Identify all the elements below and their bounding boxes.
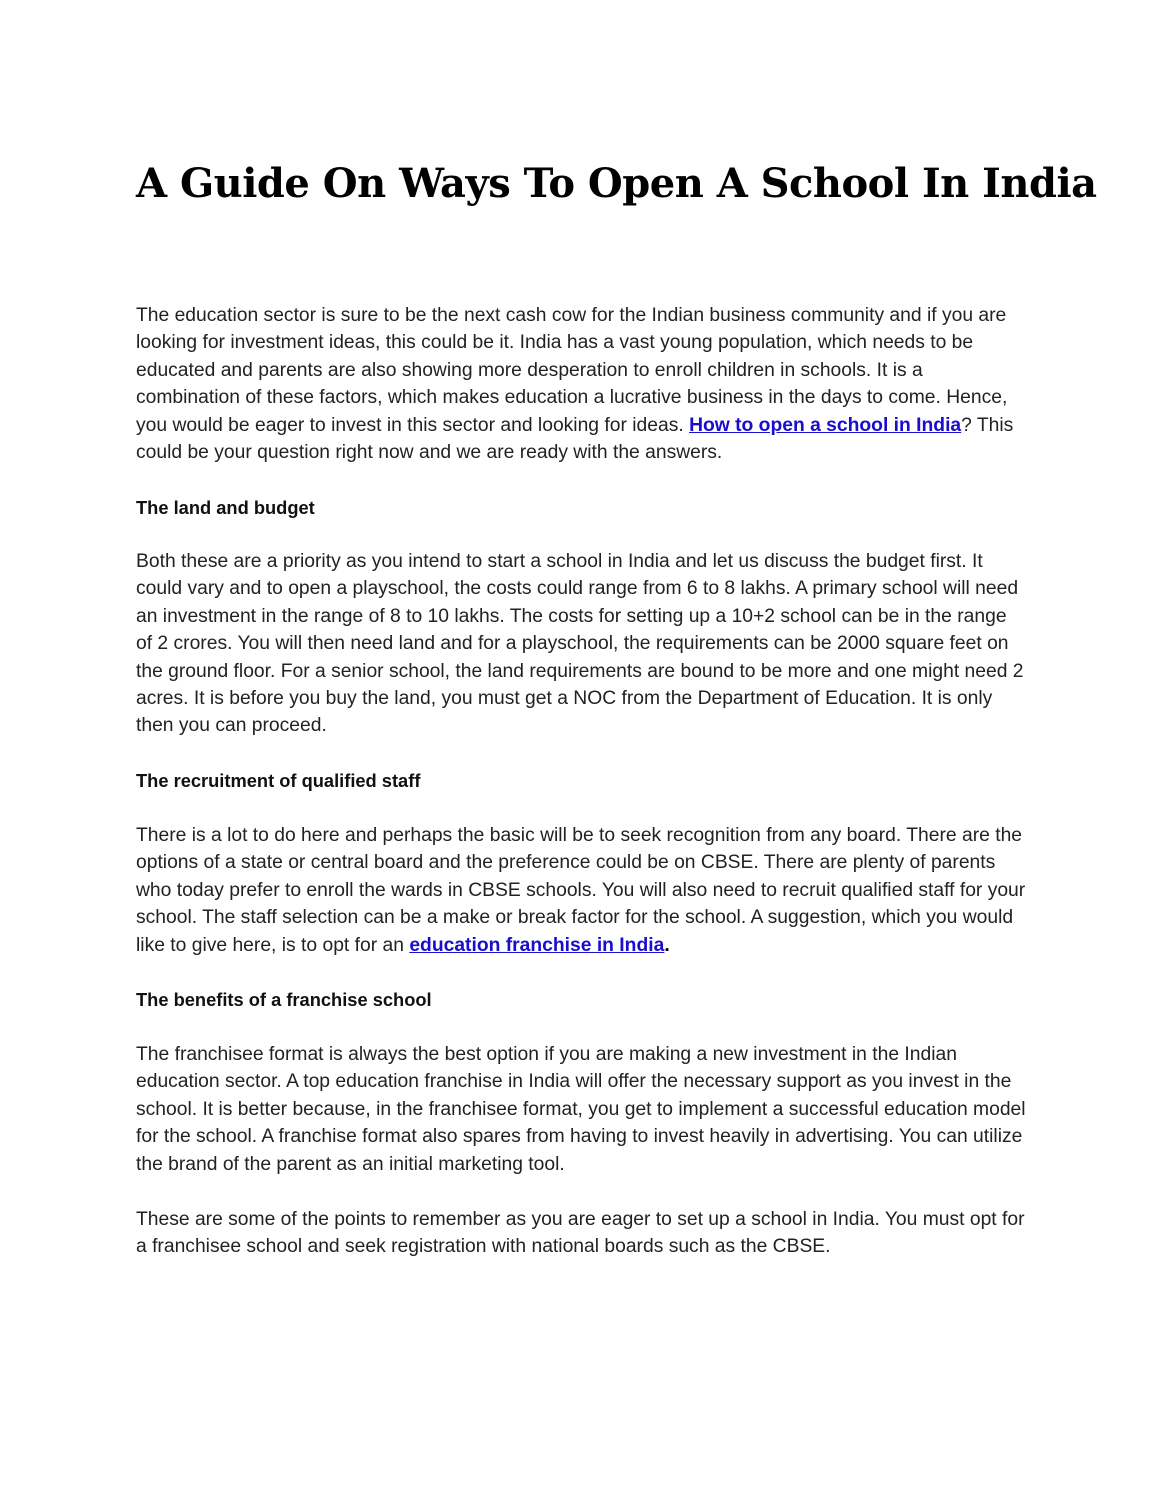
intro-text-end: ? This could be your question right now and we are ready with the answers. bbox=[136, 414, 1014, 464]
land-budget-paragraph: Both these are a priority as you intend to start a school in India and let us discuss the budget first. It could vary and to open a playschool, the costs could range from 6 to 8 lakhs. A primary school will need an investment in the range of 8 to 10 lakhs. The costs for setting up a 10+2 school can be in the range of 2 crores. You will then need land and for a playschool, the requirements can be 2000 square feet on the ground floor. For a senior school, the land requirements are bound to be more and one might need 2 acres. It is before you buy the land, you must get a NOC from the Department of Education. It is only then you can proceed. bbox=[136, 551, 1024, 737]
heading-land-budget: The land and budget bbox=[136, 497, 315, 518]
conclusion-paragraph: These are some of the points to remember as you are eager to set up a school in India. You must opt for a franchisee school and seek registration with national boards such as the CBSE. bbox=[136, 1209, 1025, 1258]
recruitment-text: There is a lot to do here and perhaps the basic will be to seek recognition from any board. There are the options of a state or central board and the preference could be on CBSE. There are plenty of parents who today prefer to enroll the wards in CBSE schools. You will also need to recruit qualified staff for your school. The staff selection can be a make or break factor for the school. A suggestion, which you would like to give here, is to opt for an bbox=[136, 825, 1026, 956]
intro-text: The education sector is sure to be the next cash cow for the Indian business community and if you are looking for investment ideas, this could be it. India has a vast young population, which needs to be educated and parents are also showing more desperation to enroll children in schools. It is a combination of these factors, which makes education a lucrative business in the days to come. Hence, you would be eager to invest in this sector and looking for ideas. bbox=[136, 305, 1008, 436]
open-school-link[interactable]: How to open a school in India bbox=[689, 414, 962, 436]
recruitment-paragraph bbox=[136, 822, 1026, 959]
page-title: A Guide On Ways To Open A School In India bbox=[136, 160, 1097, 207]
intro-paragraph bbox=[136, 302, 1026, 466]
franchise-paragraph: The franchisee format is always the best option if you are making a new investment in the Indian education sector. A top education franchise in India will offer the necessary support as you invest in the school. It is better because, in the franchisee format, you get to implement a successful education model for the school. A franchise format also spares from having to invest heavily in advertising. You can utilize the brand of the parent as an initial marketing tool. bbox=[136, 1044, 1026, 1175]
education-franchise-link[interactable]: education franchise in India bbox=[409, 934, 665, 956]
heading-recruitment: The recruitment of qualified staff bbox=[136, 770, 421, 791]
recruitment-text-end: . bbox=[664, 934, 670, 956]
heading-franchise-benefits: The benefits of a franchise school bbox=[136, 989, 432, 1010]
